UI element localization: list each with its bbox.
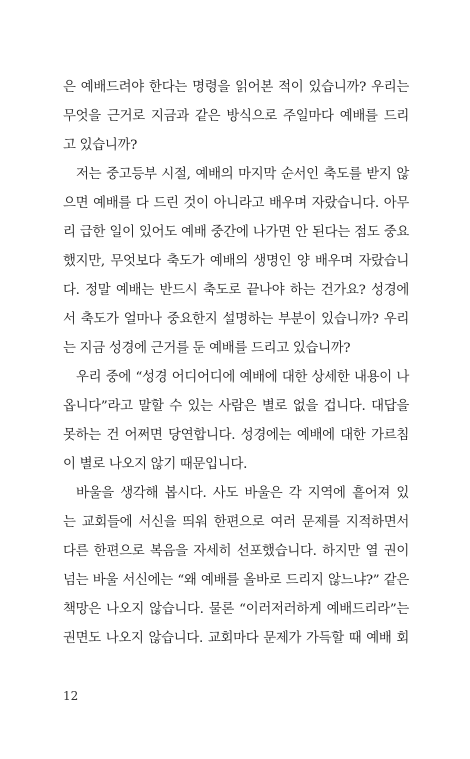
text-line: 다. 정말 예배는 반드시 축도로 끝나야 하는 건가요? 성경에	[63, 283, 409, 298]
text-line: 으면 예배를 다 드린 것이 아니라고 배우며 자랐습니다. 아무	[63, 196, 409, 211]
text-line: 저는 중고등부 시절, 예배의 마지막 순서인 축도를 받지 않	[76, 167, 409, 182]
text-line: 책망은 나오지 않습니다. 물론 “이러저러하게 예배드리라”는	[63, 602, 409, 617]
text-line: 서 축도가 얼마나 중요한지 설명하는 부분이 있습니까? 우리	[63, 312, 409, 327]
body-text	[63, 73, 409, 653]
text-line: 고 있습니까?	[63, 138, 138, 153]
text-line: 했지만, 무엇보다 축도가 예배의 생명인 양 배우며 자랐습니	[63, 254, 409, 269]
text-line: 이 별로 나오지 않기 때문입니다.	[63, 457, 248, 472]
text-line: 무엇을 근거로 지금과 같은 방식으로 주일마다 예배를 드리	[63, 109, 409, 124]
text-line: 다른 한편으로 복음을 자세히 선포했습니다. 하지만 열 권이	[63, 544, 409, 559]
text-line: 권면도 나오지 않습니다. 교회마다 문제가 가득할 때 예배 회	[63, 631, 409, 646]
text-line: 바울을 생각해 봅시다. 사도 바울은 각 지역에 흩어져 있	[76, 486, 409, 501]
text-line: 옵니다”라고 말할 수 있는 사람은 별로 없을 겁니다. 대답을	[63, 399, 409, 414]
page-number: 12	[63, 689, 79, 703]
text-line: 못하는 건 어쩌면 당연합니다. 성경에는 예배에 대한 가르침	[63, 428, 409, 443]
text-line: 우리 중에 “성경 어디어디에 예배에 대한 상세한 내용이 나	[76, 370, 409, 385]
text-line: 리 급한 일이 있어도 예배 중간에 나가면 안 된다는 점도 중요	[63, 225, 409, 240]
text-line: 는 교회들에 서신을 띄워 한편으로 여러 문제를 지적하면서	[63, 515, 409, 530]
text-line: 은 예배드려야 한다는 명령을 읽어본 적이 있습니까? 우리는	[63, 80, 409, 95]
text-line: 는 지금 성경에 근거를 둔 예배를 드리고 있습니까?	[63, 341, 351, 356]
text-line: 넘는 바울 서신에는 “왜 예배를 올바로 드리지 않느냐?” 같은	[63, 573, 409, 588]
